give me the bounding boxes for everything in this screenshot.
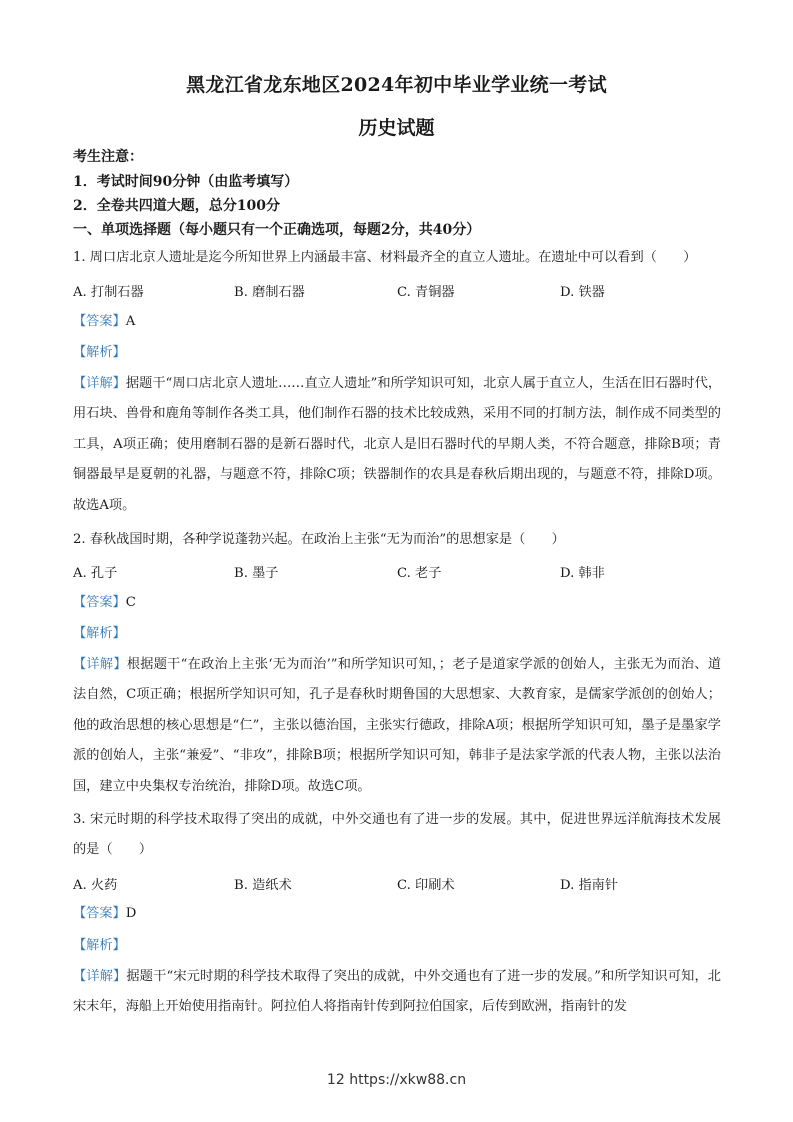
question-2-stem: 2. 春秋战国时期，各种学说蓬勃兴起。在政治上主张“无为而治”的思想家是（ ） bbox=[73, 532, 565, 547]
question-3-answer bbox=[73, 905, 723, 923]
question-2-detail bbox=[73, 650, 721, 802]
question-1-option-b: B. 磨制石器 bbox=[234, 285, 305, 300]
detail-text: 据题干“周口店北京人遗址……直立人遗址”和所学知识可知，北京人属于直立人，生活在旧石器时代，用石块、兽骨和鹿角等制作各类工具，他们制作石器的技术比较成熟，采用不同的打制方法，制作成不同类型的工具，A项正确；使用磨制石器的是新石器时代，北京人是旧石器时代的早期人类，不符合题意，排除B项；青铜器最早是夏朝的礼器，与题意不符，排除C项；铁器制作的农具是春秋后期出现的，与题意不符，排除D项。故选A项。 bbox=[73, 376, 722, 513]
question-2-option-b: B. 墨子 bbox=[234, 566, 279, 581]
question-2-analysis-label: 【解析】 bbox=[73, 626, 126, 641]
answer-label: 【答案】 bbox=[73, 595, 126, 610]
detail-label: 【详解】 bbox=[73, 657, 127, 672]
exam-subtitle: 历史试题 bbox=[358, 117, 435, 139]
notes-heading: 考生注意： bbox=[73, 149, 143, 165]
answer-label: 【答案】 bbox=[73, 314, 126, 329]
question-1-detail bbox=[73, 369, 721, 521]
page-footer bbox=[0, 1072, 793, 1088]
answer-label: 【答案】 bbox=[73, 906, 126, 921]
question-3-option-d: D. 指南针 bbox=[560, 878, 619, 893]
detail-label: 【详解】 bbox=[73, 376, 126, 391]
question-1-stem: 1. 周口店北京人遗址是迄今所知世界上内涵最丰富、材料最齐全的直立人遗址。在遗址中可以看到（ ） bbox=[73, 250, 697, 265]
question-3-stem: 3. 宋元时期的科学技术取得了突出的成就，中外交通也有了进一步的发展。其中，促进世界远洋航海技术发展的是（ ） bbox=[73, 812, 721, 858]
answer-value: D bbox=[125, 906, 137, 921]
detail-label: 【详解】 bbox=[73, 969, 127, 984]
question-1-option-c: C. 青铜器 bbox=[397, 285, 455, 300]
question-2-option-a: A. 孔子 bbox=[73, 566, 118, 581]
note-item-2: 2．全卷共四道大题，总分100分 bbox=[73, 198, 280, 214]
question-3-option-a: A. 火药 bbox=[73, 878, 118, 893]
question-1-option-a: A. 打制石器 bbox=[73, 285, 144, 300]
question-2-options bbox=[73, 562, 723, 580]
detail-text: 根据题干“在政治上主张‘无为而治’”和所学知识可知，；老子是道家学派的创始人，主张无为而治、道法自然，C项正确；根据所学知识可知，孔子是春秋时期鲁国的大思想家、大教育家，是儒家学派创的创始人；他的政治思想的核心思想是“仁”，主张以德治国，主张实行德政，排除A项；根据所学知识可知，墨子是墨家学派的创始人，主张“兼爱”、“非攻”，排除B项；根据所学知识可知，韩非子是法家学派的代表人物，主张以法治国，建立中央集权专治统治，排除D项。故选C项。 bbox=[73, 657, 722, 794]
question-3-option-b: B. 造纸术 bbox=[234, 878, 292, 893]
question-3-analysis-label: 【解析】 bbox=[73, 938, 126, 953]
question-1-analysis-label: 【解析】 bbox=[73, 345, 126, 360]
question-2-option-d: D. 韩非 bbox=[560, 566, 605, 581]
question-3-options bbox=[73, 874, 723, 892]
question-3-option-c: C. 印刷术 bbox=[397, 878, 455, 893]
answer-value: C bbox=[125, 595, 136, 610]
question-1-answer bbox=[73, 313, 723, 331]
answer-value: A bbox=[125, 314, 136, 329]
page-number: 12 bbox=[326, 1072, 345, 1088]
note-item-1: 1．考试时间90分钟（由监考填写） bbox=[73, 174, 299, 190]
exam-title: 黑龙江省龙东地区2024年初中毕业学业统一考试 bbox=[186, 74, 607, 96]
footer-url[interactable]: https://xkw88.cn bbox=[349, 1072, 467, 1088]
question-2-answer bbox=[73, 594, 723, 612]
question-1-option-d: D. 铁器 bbox=[560, 285, 605, 300]
question-2-option-c: C. 老子 bbox=[397, 566, 442, 581]
detail-text: 据题干“宋元时期的科学技术取得了突出的成就，中外交通也有了进一步的发展。”和所学知识可知，北宋末年，海船上开始使用指南针。阿拉伯人将指南针传到阿拉伯国家，后传到欧洲，指南针的发 bbox=[73, 969, 721, 1015]
question-3-detail bbox=[73, 962, 721, 1023]
section-heading: 一、单项选择题（每小题只有一个正确选项，每题2分，共40分） bbox=[73, 222, 481, 238]
question-1-options bbox=[73, 281, 723, 299]
